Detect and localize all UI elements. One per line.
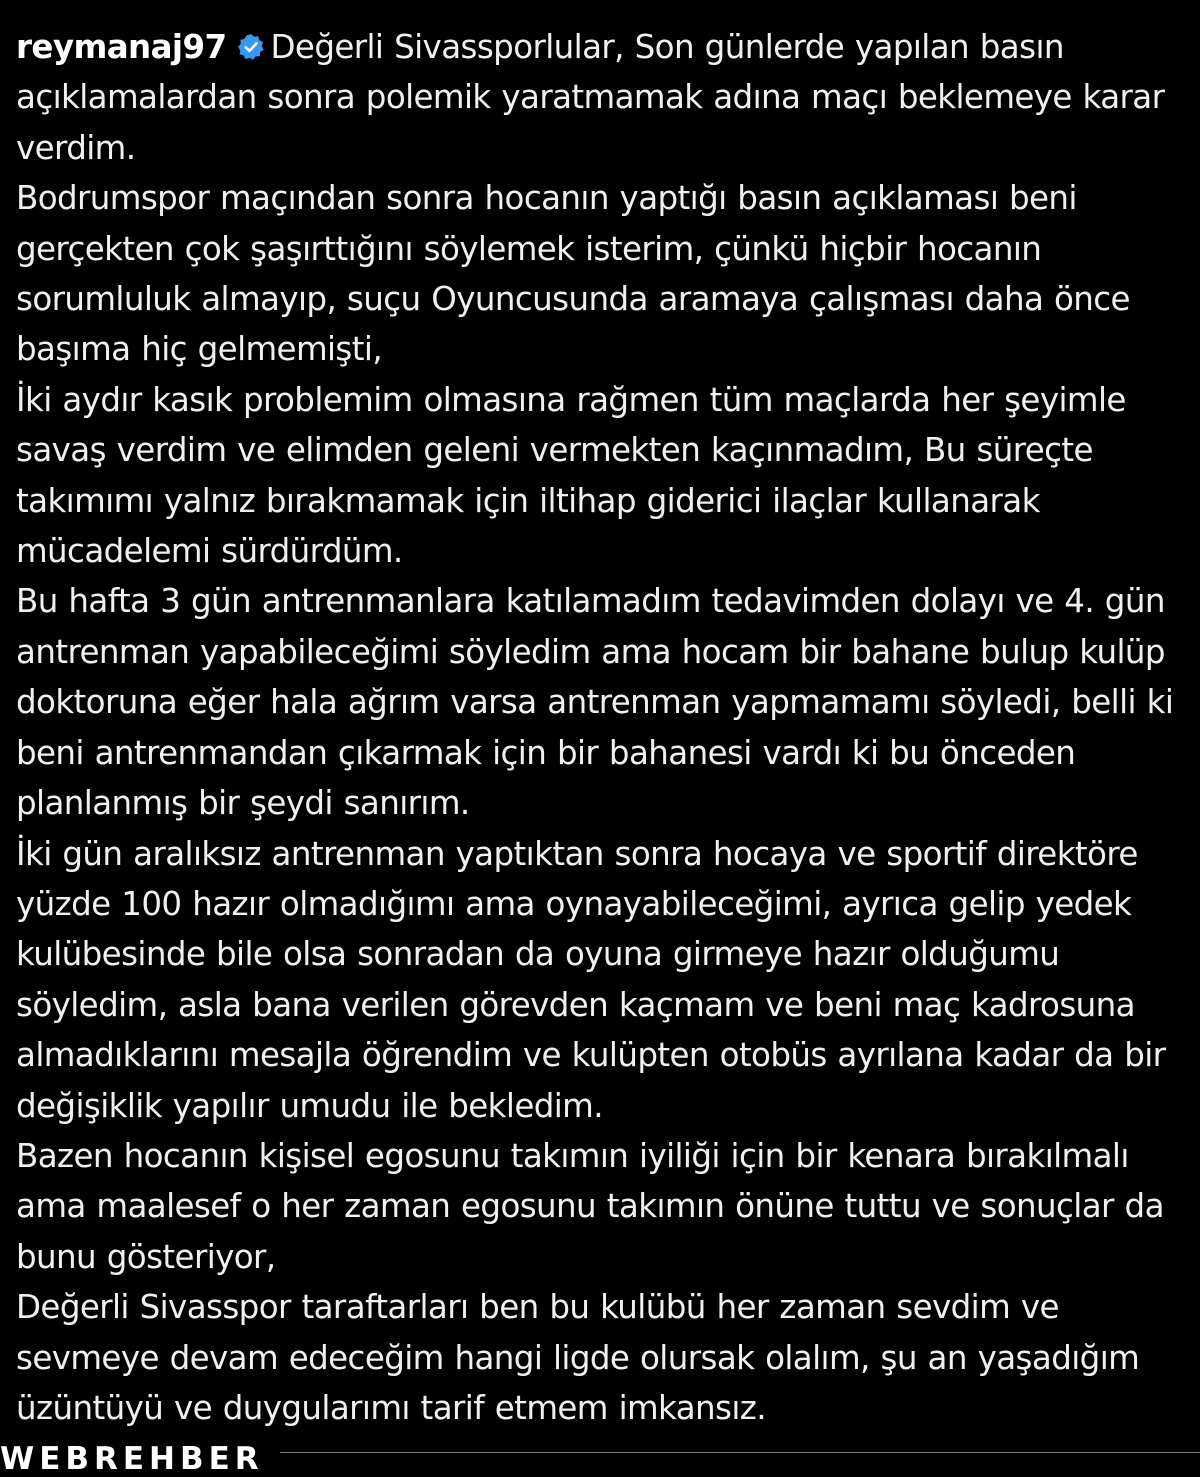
caption-paragraph-4: Bu hafta 3 gün antrenmanlara katılamadım tedavimden dolayı ve 4. gün antrenman yapabileceğimi söyledim ama hocam bir bahane bulup kulüp doktoruna eğer hala ağrım varsa antrenman yapmamamı söyledi, belli ki beni antrenmandan çıkarmak için bir bahanesi vardı ki bu önceden planlanmış bir şeydi sanırım. bbox=[16, 582, 1174, 823]
post-caption bbox=[16, 22, 1188, 1433]
verified-badge-icon bbox=[237, 33, 265, 61]
watermark-logo: WEBREHBER bbox=[0, 1441, 264, 1477]
caption-paragraph-2: Bodrumspor maçından sonra hocanın yaptığı basın açıklaması beni gerçekten çok şaşırttığını söylemek isterim, çünkü hiçbir hocanın sorumluluk almayıp, suçu Oyuncusunda aramaya çalışması daha önce başıma hiç gelmemişti, bbox=[16, 179, 1130, 369]
caption-text: Değerli Sivassporlular, Son günlerde yapılan basın açıklamalardan sonra polemik yaratmamak adına maçı beklemeye karar verdim. bbox=[16, 28, 1165, 167]
caption-paragraph-1 bbox=[16, 22, 1188, 173]
username-link[interactable]: reymanaj97 bbox=[16, 28, 227, 66]
watermark bbox=[0, 1442, 1200, 1476]
caption-paragraph-3: İki aydır kasık problemim olmasına rağmen tüm maçlarda her şeyimle savaş verdim ve elimden geleni vermekten kaçınmadım, Bu süreçte takımımı yalnız bırakmamak için iltihap giderici ilaçlar kullanarak mücadelemi sürdürdüm. bbox=[16, 380, 1126, 571]
watermark-divider bbox=[280, 1452, 1200, 1453]
caption-paragraph-7: Değerli Sivasspor taraftarları ben bu kulübü her zaman sevdim ve sevmeye devam edeceğim hangi ligde olursak olalım, şu an yaşadığım üzüntüyü ve duygularımı tarif etmem imkansız. bbox=[16, 1288, 1140, 1427]
caption-paragraph-6: Bazen hocanın kişisel egosunu takımın iyiliği için bir kenara bırakılmalı ama maalesef o her zaman egosunu takımın önüne tuttu ve sonuçlar da bunu gösteriyor, bbox=[16, 1136, 1164, 1276]
caption-paragraph-5: İki gün aralıksız antrenman yaptıktan sonra hocaya ve sportif direktöre yüzde 100 hazır olmadığımı ama oynayabileceğimi, ayrıca gelip yedek kulübesinde bile olsa sonradan da oyuna girmeye hazır olduğumu söyledim, asla bana verilen görevden kaçmam ve beni maç kadrosuna almadıklarını mesajla öğrendim ve kulüpten otobüs ayrılana kadar da bir değişiklik yapılır umudu ile bekledim. bbox=[16, 834, 1166, 1125]
